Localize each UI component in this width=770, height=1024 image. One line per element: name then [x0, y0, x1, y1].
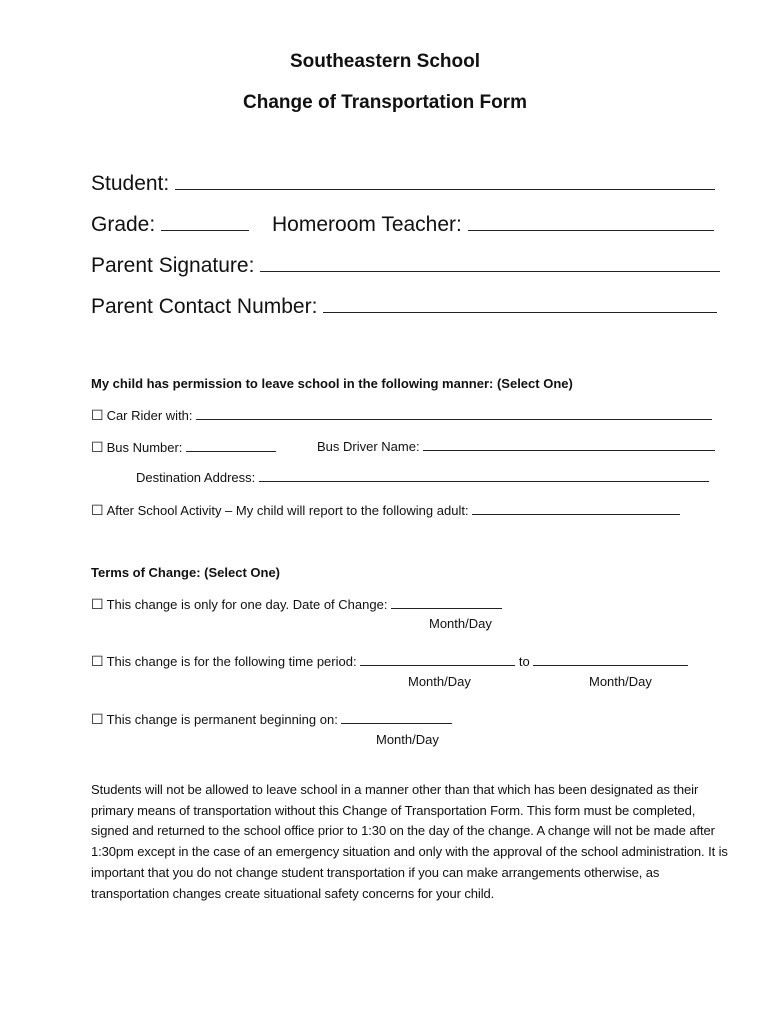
notice-paragraph: Students will not be allowed to leave school in a manner other than that which has been designated as their primary means of transportation without this Change of Transportation Form. This form must be completed, signed and returned to the school office prior to 1:30 on the day of the change. A change will not be made after 1:30pm except in the case of an emergency situation and only with the approval of the school administration. It is important that you do not change student transportation if you can make arrangements otherwise, as transportation changes create situational safety concerns for your child.	[91, 782, 728, 901]
permanent-caption: Month/Day	[376, 732, 439, 747]
time-period-end-field[interactable]	[533, 664, 688, 666]
bus-number-label: Bus Number:	[106, 440, 183, 455]
destination-row	[136, 470, 709, 485]
time-period-end-caption: Month/Day	[589, 674, 652, 689]
destination-label: Destination Address:	[136, 470, 256, 485]
destination-field[interactable]	[259, 480, 709, 482]
signature-field[interactable]	[260, 270, 720, 272]
one-day-caption: Month/Day	[429, 616, 492, 631]
car-rider-checkbox[interactable]: ☐	[91, 407, 104, 423]
after-school-row	[91, 502, 680, 519]
bus-driver-label: Bus Driver Name:	[317, 439, 420, 454]
student-label: Student:	[91, 172, 170, 195]
one-day-date-field[interactable]	[391, 607, 502, 609]
contact-field[interactable]	[323, 311, 717, 313]
form-title: Change of Transportation Form	[243, 92, 527, 113]
after-school-label: After School Activity – My child will report to the following adult:	[106, 503, 469, 518]
after-school-checkbox[interactable]: ☐	[91, 502, 104, 518]
time-period-start-field[interactable]	[360, 664, 515, 666]
signature-row	[91, 254, 720, 278]
permanent-row	[91, 711, 452, 728]
bus-number-field[interactable]	[186, 450, 276, 452]
grade-label: Grade:	[91, 213, 156, 236]
one-day-checkbox[interactable]: ☐	[91, 596, 104, 612]
car-rider-row	[91, 407, 712, 424]
permanent-checkbox[interactable]: ☐	[91, 711, 104, 727]
contact-label: Parent Contact Number:	[91, 295, 318, 318]
car-rider-field[interactable]	[196, 418, 712, 420]
time-period-label: This change is for the following time period:	[106, 654, 357, 669]
bus-driver-row	[317, 439, 715, 454]
signature-label: Parent Signature:	[91, 254, 255, 277]
contact-row	[91, 295, 717, 319]
time-period-checkbox[interactable]: ☐	[91, 653, 104, 669]
bus-checkbox[interactable]: ☐	[91, 439, 104, 455]
car-rider-label: Car Rider with:	[106, 408, 193, 423]
grade-field[interactable]	[161, 229, 249, 231]
grade-row	[91, 213, 249, 237]
bus-driver-field[interactable]	[423, 449, 715, 451]
one-day-label: This change is only for one day. Date of Change:	[106, 597, 388, 612]
bus-number-row	[91, 439, 276, 456]
time-period-to: to	[518, 654, 530, 669]
student-row	[91, 172, 715, 196]
one-day-row	[91, 596, 502, 613]
homeroom-row	[272, 213, 714, 237]
after-school-field[interactable]	[472, 513, 680, 515]
homeroom-field[interactable]	[468, 229, 714, 231]
permanent-label: This change is permanent beginning on:	[106, 712, 338, 727]
terms-heading: Terms of Change: (Select One)	[91, 565, 281, 580]
homeroom-label: Homeroom Teacher:	[272, 213, 462, 236]
permission-heading: My child has permission to leave school in the following manner: (Select One)	[91, 376, 573, 391]
time-period-row	[91, 653, 688, 670]
school-name: Southeastern School	[289, 51, 481, 72]
permanent-date-field[interactable]	[341, 722, 452, 724]
time-period-start-caption: Month/Day	[408, 674, 471, 689]
student-field[interactable]	[175, 188, 715, 190]
